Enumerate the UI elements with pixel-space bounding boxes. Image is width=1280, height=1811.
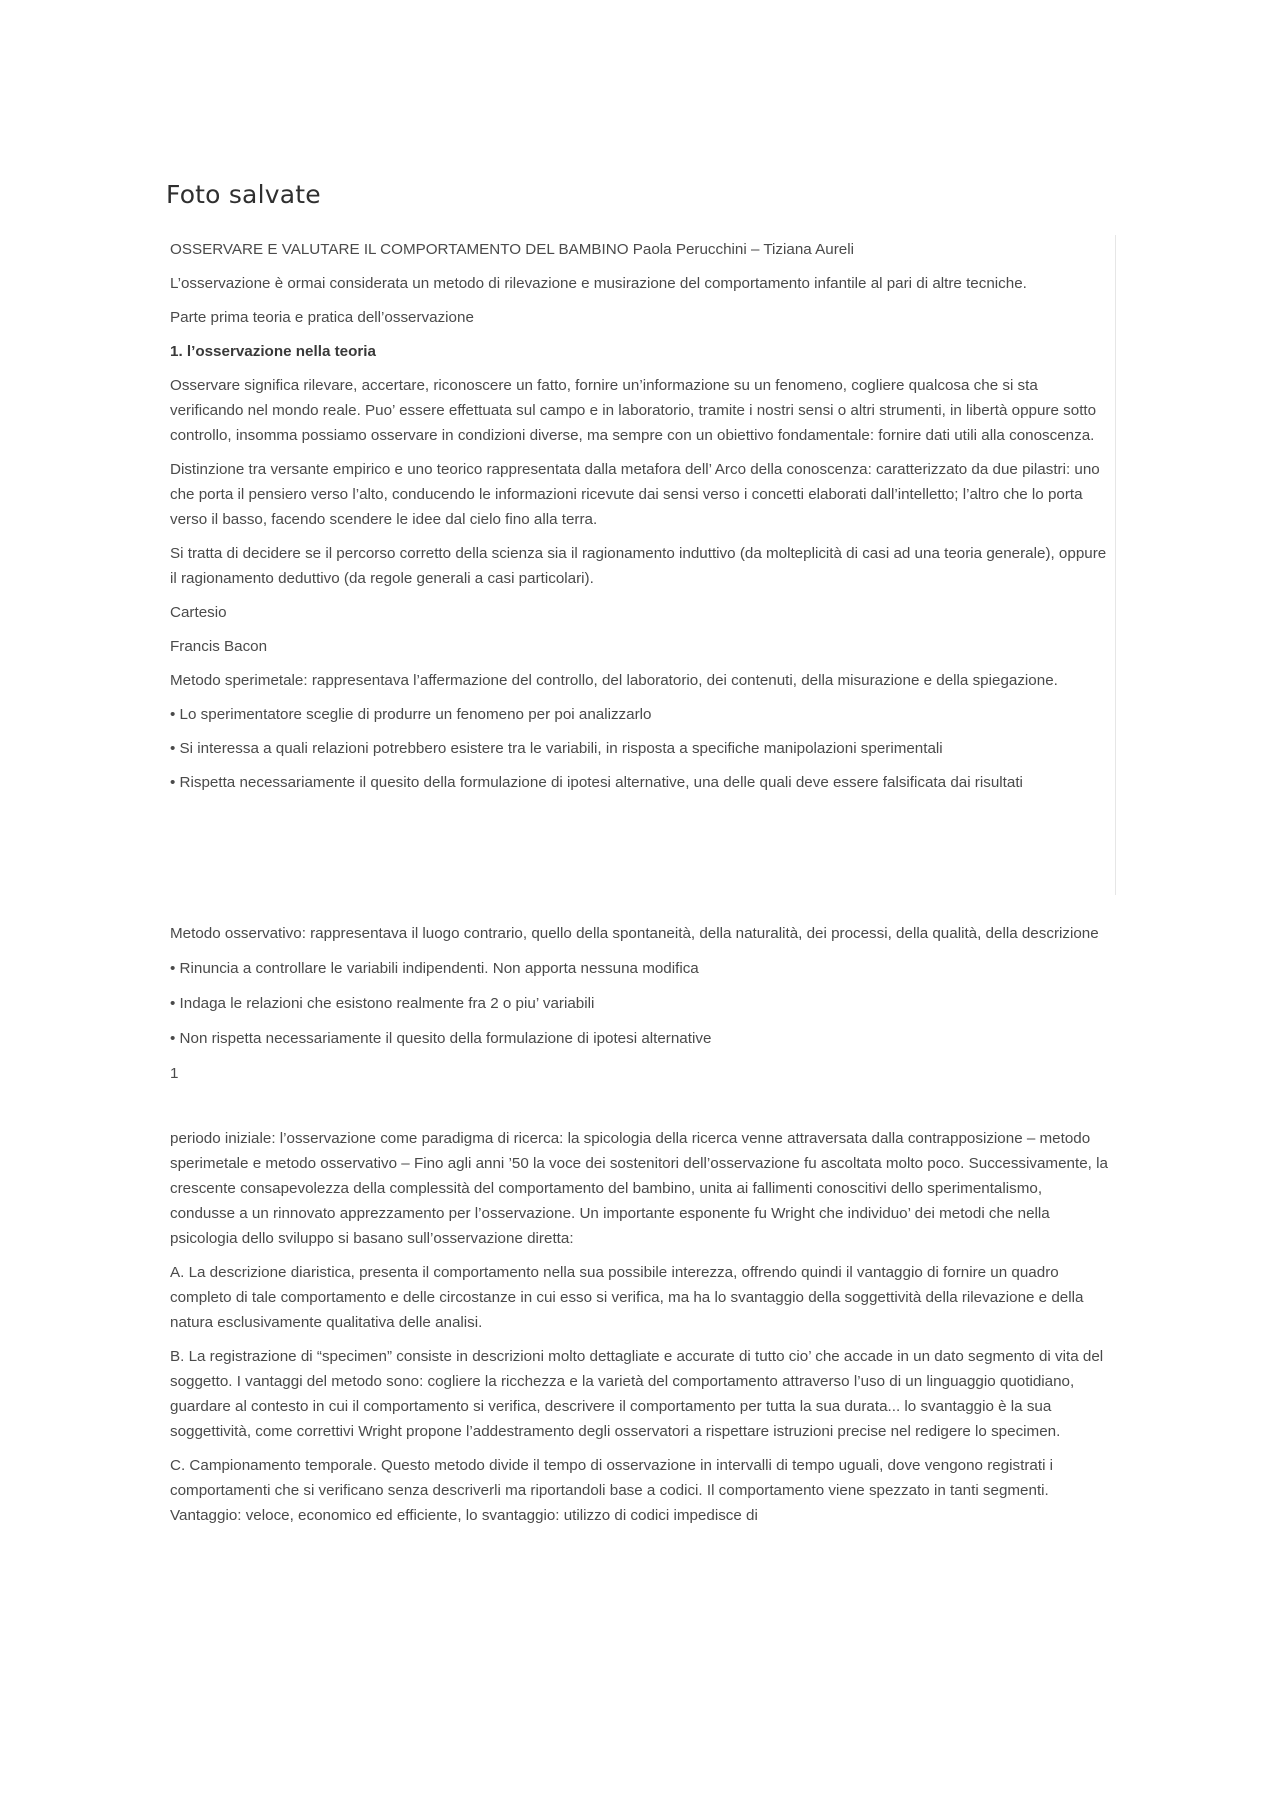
paragraph: L’osservazione è ormai considerata un metodo di rilevazione e musirazione del comportamento infantile al pari di altre tecniche.	[170, 275, 1027, 292]
paragraph: Cartesio	[170, 604, 227, 621]
bullet-item: • Lo sperimentatore sceglie di produrre un fenomeno per poi analizzarlo	[170, 706, 652, 723]
bullet-item: • Si interessa a quali relazioni potrebbero esistere tra le variabili, in risposta a specifiche manipolazioni sperimentali	[170, 740, 943, 757]
paragraph: A. La descrizione diaristica, presenta il comportamento nella sua possibile interezza, offrendo quindi il vantaggio di fornire un quadro completo di tale comportamento e delle circostanze in cui esso si verifica, ma ha lo svantaggio della soggettività della rilevazione e della natura esclusivamente qualitativa delle analisi.	[170, 1264, 1084, 1331]
document-heading: OSSERVARE E VALUTARE IL COMPORTAMENTO DEL BAMBINO Paola Perucchini – Tiziana Aureli	[170, 241, 854, 258]
paragraph: Metodo sperimetale: rappresentava l’affermazione del controllo, del laboratorio, dei contenuti, della misurazione e della spiegazione.	[170, 672, 1058, 689]
document-section-1	[170, 237, 1110, 804]
paragraph: Osservare significa rilevare, accertare, riconoscere un fatto, fornire un’informazione su un fenomeno, cogliere qualcosa che si sta verificando nel mondo reale. Puo’ essere effettuata sul campo e in laboratorio, tramite i nostri sensi o altri strumenti, in libertà oppure sotto controllo, insomma possiamo osservare in condizioni diverse, ma sempre con un obiettivo fondamentale: fornire dati utili alla conoscenza.	[170, 377, 1097, 444]
page-number: 1	[170, 1065, 179, 1082]
paragraph: Parte prima teoria e pratica dell’osservazione	[170, 309, 474, 326]
page-title: Foto salvate	[166, 180, 321, 209]
document-section-3	[170, 1126, 1110, 1537]
bullet-item: • Non rispetta necessariamente il quesito della formulazione di ipotesi alternative	[170, 1030, 712, 1047]
paragraph: Metodo osservativo: rappresentava il luogo contrario, quello della spontaneità, della naturalità, dei processi, della qualità, della descrizione	[170, 925, 1099, 942]
document-section-2	[170, 921, 1110, 1096]
bullet-item: • Rinuncia a controllare le variabili indipendenti. Non apporta nessuna modifica	[170, 960, 699, 977]
paragraph: periodo iniziale: l’osservazione come paradigma di ricerca: la spicologia della ricerca venne attraversata dalla contrapposizione – metodo sperimetale e metodo osservativo – Fino agli anni ’50 la voce dei sostenitori dell’osservazione fu ascoltata molto poco. Successivamente, la crescente consapevolezza della complessità del comportamento del bambino, unita ai fallimenti conoscitivi dello sperimentalismo, condusse a un rinnovato apprezzamento per l’osservazione. Un importante esponente fu Wright che individuo’ dei metodi che nella psicologia dello sviluppo si basano sull’osservazione diretta:	[170, 1130, 1108, 1247]
paragraph: B. La registrazione di “specimen” consiste in descrizioni molto dettagliate e accurate di tutto cio’ che accade in un dato segmento di vita del soggetto. I vantaggi del metodo sono: cogliere la ricchezza e la varietà del comportamento attraverso l’uso di un linguaggio quotidiano, guardare al contesto in cui il comportamento si verifica, descrivere il comportamento per tutta la sua durata... lo svantaggio è la sua soggettività, come correttivi Wright propone l’addestramento degli osservatori a rispettare istruzioni precise nel redigere lo specimen.	[170, 1348, 1104, 1440]
paragraph: Si tratta di decidere se il percorso corretto della scienza sia il ragionamento induttivo (da molteplicità di casi ad una teoria generale), oppure il ragionamento deduttivo (da regole generali a casi particolari).	[170, 545, 1107, 587]
paragraph: C. Campionamento temporale. Questo metodo divide il tempo di osservazione in intervalli di tempo uguali, dove vengono registrati i comportamenti che si verificano senza descriverli ma riportandoli base a codici. Il comportamento viene spezzato in tanti segmenti. Vantaggio: veloce, economico ed efficiente, lo svantaggio: utilizzo di codici impedisce di	[170, 1457, 1054, 1524]
section-heading: 1. l’osservazione nella teoria	[170, 343, 376, 360]
bullet-item: • Rispetta necessariamente il quesito della formulazione di ipotesi alternative, una delle quali deve essere falsificata dai risultati	[170, 774, 1023, 791]
paragraph: Distinzione tra versante empirico e uno teorico rappresentata dalla metafora dell’ Arco della conoscenza: caratterizzato da due pilastri: uno che porta il pensiero verso l’alto, conducendo le informazioni ricevute dai sensi verso i concetti elaborati dall’intelletto; l’altro che lo porta verso il basso, facendo scendere le idee dal cielo fino alla terra.	[170, 461, 1100, 528]
paragraph: Francis Bacon	[170, 638, 268, 655]
bullet-item: • Indaga le relazioni che esistono realmente fra 2 o piu’ variabili	[170, 995, 595, 1012]
